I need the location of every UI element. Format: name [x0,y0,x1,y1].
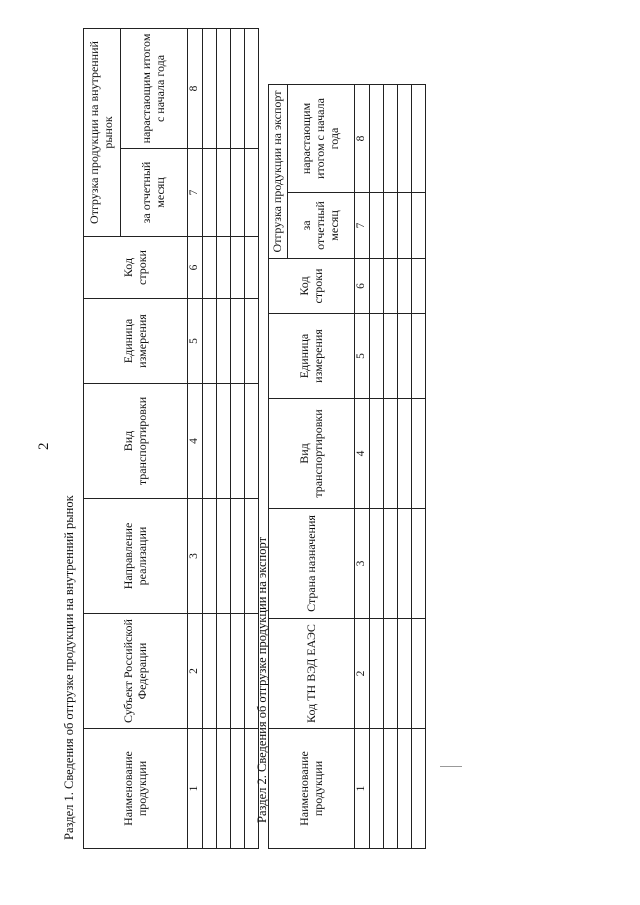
table-cell[interactable] [370,619,384,729]
header-line-code: Код строки [269,259,355,314]
header-subject: Субъект Российской Федерации [84,614,188,729]
section-2-title: Раздел 2. Сведения об отгрузке продукции на экспорт [255,536,269,823]
table-cell[interactable] [203,384,217,499]
column-number: 4 [188,384,203,499]
column-number: 7 [355,193,370,259]
table-cell[interactable] [203,499,217,614]
column-number: 6 [355,259,370,314]
header-unit: Единица измерения [84,299,188,384]
table-cell[interactable] [370,399,384,509]
table-cell[interactable] [412,619,426,729]
table-cell[interactable] [412,399,426,509]
column-number: 3 [355,509,370,619]
table-cell[interactable] [412,259,426,314]
table-cell[interactable] [231,28,245,148]
header-ytd: нарастающим итогом с начала года [288,85,355,193]
table-cell[interactable] [370,509,384,619]
header-ytd: нарастающим итогом с начала года [121,28,188,148]
table-cell[interactable] [203,28,217,148]
table-cell[interactable] [245,384,259,499]
table-cell[interactable] [217,614,231,729]
table-cell[interactable] [398,619,412,729]
page-number: 2 [36,442,52,450]
table-row [412,85,426,849]
column-number: 4 [355,399,370,509]
table-cell[interactable] [398,399,412,509]
table-cell[interactable] [384,259,398,314]
header-product-name: Наименование продукции [84,729,188,849]
column-number: 8 [188,28,203,148]
table-cell[interactable] [398,729,412,849]
column-number-row [188,28,203,848]
table-cell[interactable] [398,509,412,619]
table-cell[interactable] [245,149,259,237]
table-cell[interactable] [412,509,426,619]
header-line-code: Код строки [84,237,188,299]
column-number-row [355,85,370,849]
table-cell[interactable] [412,729,426,849]
header-month: за отчетный месяц [288,193,355,259]
table-cell[interactable] [231,149,245,237]
column-number: 1 [355,729,370,849]
table-cell[interactable] [370,193,384,259]
table-cell[interactable] [370,259,384,314]
section-2-table [268,84,426,849]
column-number: 3 [188,499,203,614]
scan-artifact [440,766,462,767]
table-cell[interactable] [384,314,398,399]
table-row [231,28,245,848]
header-destination-country: Страна назначения [269,509,355,619]
table-cell[interactable] [217,149,231,237]
header-unit: Единица измерения [269,314,355,399]
header-transport: Вид транспортировки [84,384,188,499]
table-row [217,28,231,848]
section-1-title: Раздел 1. Сведения об отгрузке продукции на внутренний рынок [62,495,76,840]
table-cell[interactable] [217,384,231,499]
table-cell[interactable] [370,85,384,193]
header-product-name: Наименование продукции [269,729,355,849]
table-cell[interactable] [245,28,259,148]
header-export-group: Отгрузка продукции на экспорт [269,85,288,259]
header-transport: Вид транспортировки [269,399,355,509]
column-number: 7 [188,149,203,237]
table-cell[interactable] [217,499,231,614]
column-number: 8 [355,85,370,193]
table-cell[interactable] [217,729,231,849]
table-cell[interactable] [203,614,217,729]
table-cell[interactable] [398,259,412,314]
table-cell[interactable] [203,237,217,299]
header-direction: Направление реализации [84,499,188,614]
table-cell[interactable] [231,729,245,849]
table-row [384,85,398,849]
table-cell[interactable] [412,314,426,399]
column-number: 2 [188,614,203,729]
table-cell[interactable] [245,299,259,384]
column-number: 6 [188,237,203,299]
table-cell[interactable] [217,299,231,384]
table-cell[interactable] [203,729,217,849]
column-number: 5 [355,314,370,399]
table-cell[interactable] [231,384,245,499]
column-number: 1 [188,729,203,849]
table-row [370,85,384,849]
table-cell[interactable] [231,237,245,299]
table-cell[interactable] [231,614,245,729]
table-cell[interactable] [384,399,398,509]
table-cell[interactable] [384,619,398,729]
table-cell[interactable] [398,85,412,193]
table-cell[interactable] [384,509,398,619]
table-cell[interactable] [203,299,217,384]
column-number: 2 [355,619,370,729]
table-cell[interactable] [412,193,426,259]
table-cell[interactable] [245,237,259,299]
header-tn-ved-code: Код ТН ВЭД ЕАЭС [269,619,355,729]
header-shipment-group: Отгрузка продукции на внутренний рынок [84,28,121,236]
table-cell[interactable] [384,729,398,849]
table-cell[interactable] [203,149,217,237]
table-cell[interactable] [231,499,245,614]
table-cell[interactable] [384,193,398,259]
table-cell[interactable] [398,193,412,259]
table-cell[interactable] [231,299,245,384]
table-cell[interactable] [217,237,231,299]
table-cell[interactable] [370,729,384,849]
table-cell[interactable] [370,314,384,399]
table-cell[interactable] [217,28,231,148]
table-cell[interactable] [384,85,398,193]
section-1-table [83,28,259,849]
table-cell[interactable] [412,85,426,193]
column-number: 5 [188,299,203,384]
header-month: за отчетный месяц [121,149,188,237]
table-row [398,85,412,849]
table-row [203,28,217,848]
table-cell[interactable] [398,314,412,399]
